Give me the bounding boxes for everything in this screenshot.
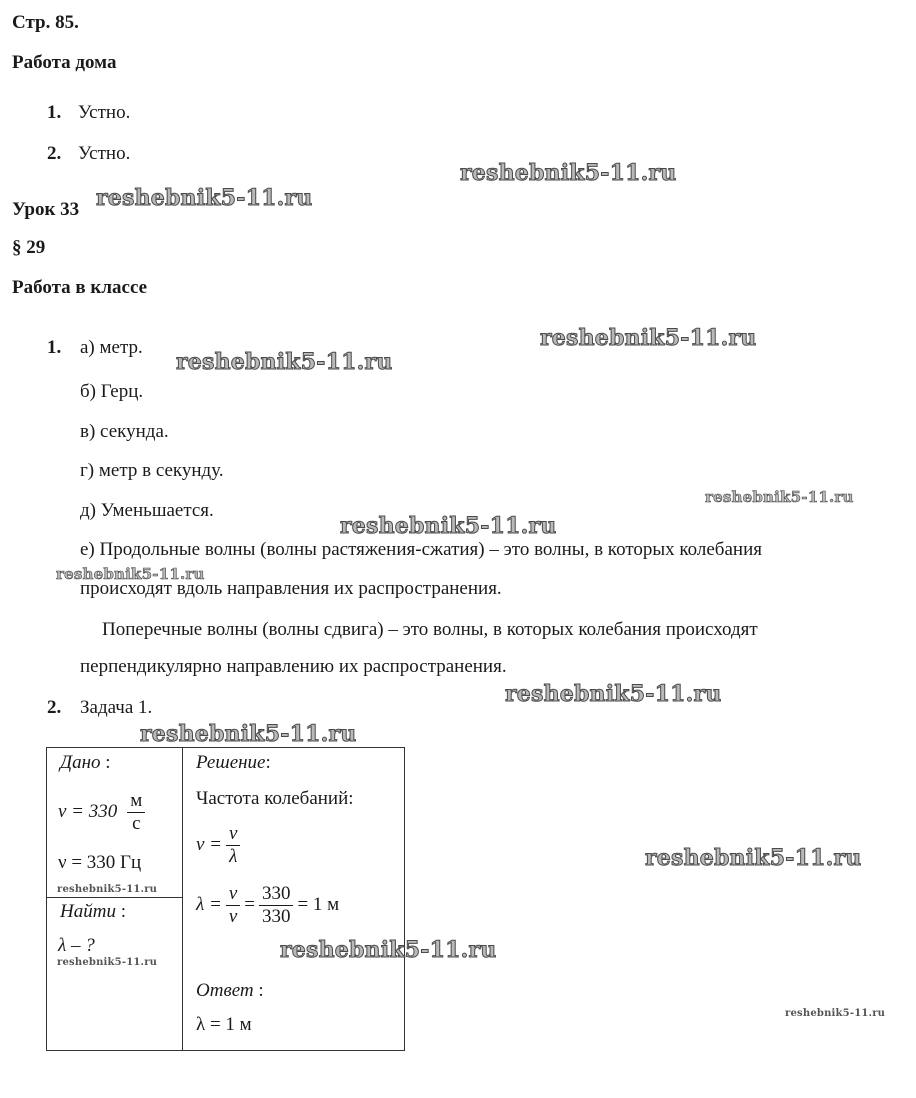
page-number: Стр. 85. bbox=[12, 12, 79, 33]
watermark: reshebnik5-11.ru bbox=[340, 513, 557, 539]
watermark: reshebnik5-11.ru bbox=[505, 681, 722, 707]
task1-answer-a: а) метр. bbox=[80, 337, 143, 358]
task2-number: 2. bbox=[47, 697, 62, 718]
watermark: reshebnik5-11.ru bbox=[176, 349, 393, 375]
given-velocity: v = 330 $\frac{м}{с}$ bbox=[58, 790, 145, 835]
task1-answer-f-line2: происходят вдоль направления их распространения. bbox=[80, 578, 502, 599]
given-heading: Дано : bbox=[60, 752, 111, 773]
watermark: reshebnik5-11.ru bbox=[540, 325, 757, 351]
watermark: reshebnik5-11.ru bbox=[57, 957, 158, 968]
watermark: reshebnik5-11.ru bbox=[96, 185, 313, 211]
watermark: reshebnik5-11.ru bbox=[140, 721, 357, 747]
answer-value: λ = 1 м bbox=[196, 1014, 252, 1035]
task1-number: 1. bbox=[47, 337, 62, 358]
formula-frequency: ν = $\frac{v}{\lambda}$ bbox=[196, 823, 240, 868]
watermark: reshebnik5-11.ru bbox=[280, 937, 497, 963]
item-text: Устно. bbox=[78, 102, 131, 123]
task1-answer-d: г) метр в секунду. bbox=[80, 460, 224, 481]
task2-label: Задача 1. bbox=[80, 697, 153, 718]
task1-answer-c: в) секунда. bbox=[80, 421, 169, 442]
watermark: reshebnik5-11.ru bbox=[460, 160, 677, 186]
watermark: reshebnik5-11.ru bbox=[645, 845, 862, 871]
watermark: reshebnik5-11.ru bbox=[705, 488, 854, 506]
homework-item-1 bbox=[47, 102, 130, 124]
homework-item-2 bbox=[47, 143, 130, 165]
classwork-title: Работа в классе bbox=[12, 277, 148, 298]
formula-wavelength: λ = $\frac{v}{\nu}$ = $\frac{330}{330}$ = 1 м bbox=[196, 883, 340, 927]
task1-answer-f-line1: е) Продольные волны (волны растяжения-сжатия) – это волны, в которых колебания bbox=[80, 539, 762, 560]
item-number: 2. bbox=[47, 143, 62, 164]
watermark: reshebnik5-11.ru bbox=[56, 565, 205, 583]
lesson-title: Урок 33 bbox=[12, 199, 80, 220]
watermark: reshebnik5-11.ru bbox=[785, 1008, 886, 1019]
find-value: λ – ? bbox=[58, 935, 95, 956]
given-frequency: ν = 330 Гц bbox=[58, 852, 142, 873]
answer-heading: Ответ : bbox=[196, 980, 264, 1001]
section-number: § 29 bbox=[12, 237, 46, 258]
solution-intro: Частота колебаний: bbox=[196, 788, 354, 809]
task1-answer-e: д) Уменьшается. bbox=[80, 500, 214, 521]
task1-answer-g-line2: перпендикулярно направлению их распространения. bbox=[80, 656, 507, 677]
find-heading: Найти : bbox=[60, 901, 126, 922]
item-text: Устно. bbox=[78, 143, 131, 164]
task1-answer-g-line1: Поперечные волны (волны сдвига) – это волны, в которых колебания происходят bbox=[102, 619, 758, 640]
watermark: reshebnik5-11.ru bbox=[57, 884, 158, 895]
solution-heading: Решение: bbox=[196, 752, 271, 773]
homework-title: Работа дома bbox=[12, 52, 117, 73]
item-number: 1. bbox=[47, 102, 62, 123]
task1-answer-b: б) Герц. bbox=[80, 381, 144, 402]
